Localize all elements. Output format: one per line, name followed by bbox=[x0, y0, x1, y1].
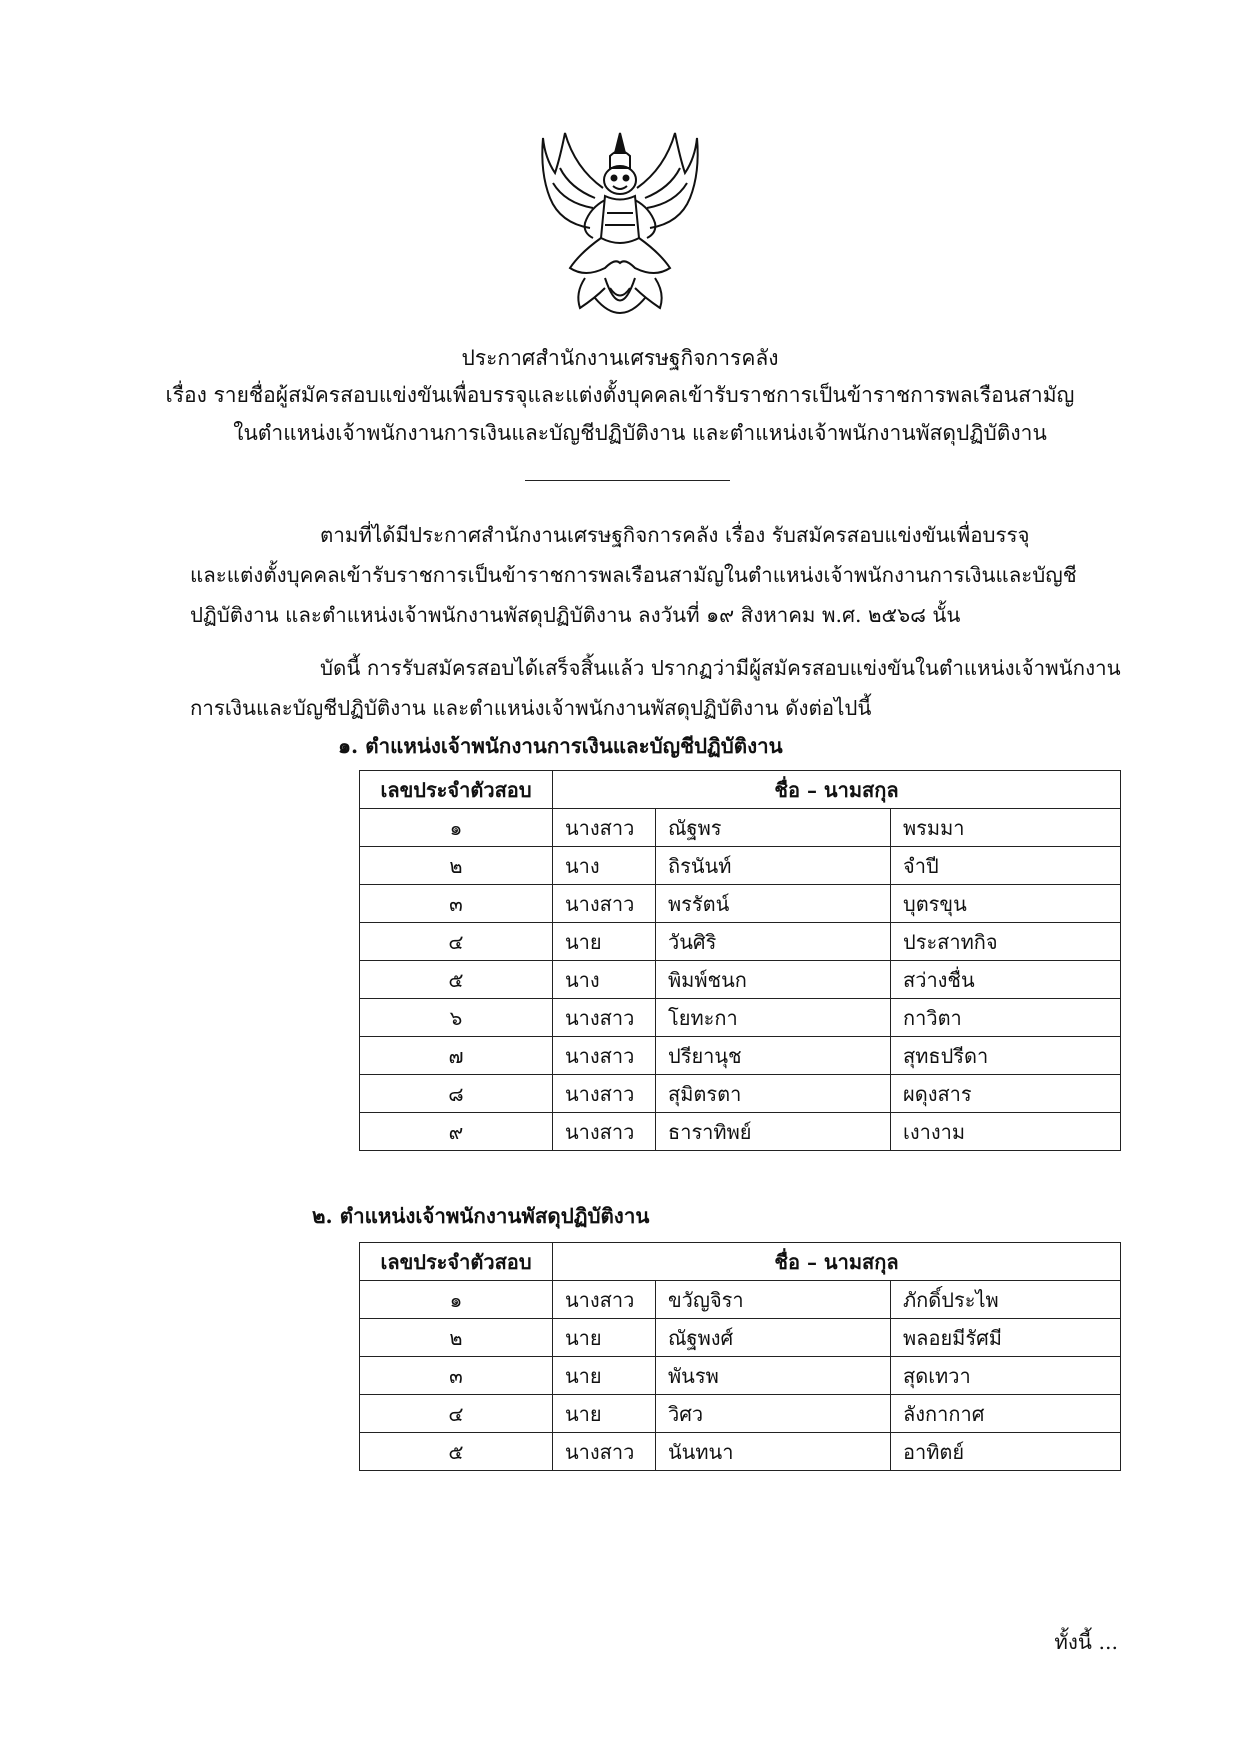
name-title-cell: นางสาว bbox=[553, 999, 656, 1037]
last-name-cell: กาวิตา bbox=[891, 999, 1121, 1037]
table-header-row bbox=[360, 771, 1121, 809]
table-row bbox=[360, 1433, 1121, 1471]
exam-id-cell: ๔ bbox=[360, 1395, 553, 1433]
paragraph-line: ปฏิบัติงาน และตำแหน่งเจ้าพนักงานพัสดุปฏิบัติงาน ลงวันที่ ๑๙ สิงหาคม พ.ศ. ๒๕๖๘ นั้น bbox=[190, 603, 961, 627]
name-title-cell: นางสาว bbox=[553, 1037, 656, 1075]
first-name-cell: พิมพ์ชนก bbox=[656, 961, 891, 999]
column-header-exam-id: เลขประจำตัวสอบ bbox=[360, 771, 553, 809]
last-name-cell: พรมมา bbox=[891, 809, 1121, 847]
name-title-cell: นางสาว bbox=[553, 809, 656, 847]
divider bbox=[525, 480, 730, 481]
exam-id-cell: ๗ bbox=[360, 1037, 553, 1075]
name-title-cell: นางสาว bbox=[553, 885, 656, 923]
exam-id-cell: ๑ bbox=[360, 809, 553, 847]
paragraph-line: ตามที่ได้มีประกาศสำนักงานเศรษฐกิจการคลัง เรื่อง รับสมัครสอบแข่งขันเพื่อบรรจุ bbox=[320, 523, 1030, 547]
first-name-cell: ปรียานุช bbox=[656, 1037, 891, 1075]
exam-id-cell: ๓ bbox=[360, 885, 553, 923]
exam-id-cell: ๓ bbox=[360, 1357, 553, 1395]
paragraph-announcement bbox=[190, 648, 1125, 728]
announcement-subject: เรื่อง รายชื่อผู้สมัครสอบแข่งขันเพื่อบรรจุและแต่งตั้งบุคคลเข้ารับราชการเป็นข้าราชการพลเรือนสามัญ bbox=[165, 383, 1075, 407]
last-name-cell: พลอยมีรัศมี bbox=[891, 1319, 1121, 1357]
table-row bbox=[360, 885, 1121, 923]
first-name-cell: พรรัตน์ bbox=[656, 885, 891, 923]
section1-heading: ๑. ตำแหน่งเจ้าพนักงานการเงินและบัญชีปฏิบัติงาน bbox=[338, 734, 783, 758]
column-header-full-name: ชื่อ – นามสกุล bbox=[553, 771, 1121, 809]
first-name-cell: สุมิตรตา bbox=[656, 1075, 891, 1113]
exam-id-cell: ๔ bbox=[360, 923, 553, 961]
exam-id-cell: ๘ bbox=[360, 1075, 553, 1113]
name-title-cell: นางสาว bbox=[553, 1433, 656, 1471]
last-name-cell: บุตรขุน bbox=[891, 885, 1121, 923]
table-row bbox=[360, 923, 1121, 961]
first-name-cell: นันทนา bbox=[656, 1433, 891, 1471]
last-name-cell: จำปี bbox=[891, 847, 1121, 885]
section2-heading: ๒. ตำแหน่งเจ้าพนักงานพัสดุปฏิบัติงาน bbox=[312, 1204, 650, 1228]
last-name-cell: ลังกากาศ bbox=[891, 1395, 1121, 1433]
table-row bbox=[360, 1075, 1121, 1113]
first-name-cell: ถิรนันท์ bbox=[656, 847, 891, 885]
paragraph-reference bbox=[190, 515, 1125, 635]
name-title-cell: นาง bbox=[553, 961, 656, 999]
continuation-note: ทั้งนี้ ... bbox=[1054, 1630, 1118, 1654]
last-name-cell: ประสาทกิจ bbox=[891, 923, 1121, 961]
first-name-cell: ณัฐพงศ์ bbox=[656, 1319, 891, 1357]
name-title-cell: นางสาว bbox=[553, 1281, 656, 1319]
first-name-cell: พันรพ bbox=[656, 1357, 891, 1395]
table-header-row bbox=[360, 1243, 1121, 1281]
section2-table bbox=[359, 1242, 1121, 1471]
first-name-cell: ขวัญจิรา bbox=[656, 1281, 891, 1319]
exam-id-cell: ๖ bbox=[360, 999, 553, 1037]
last-name-cell: สุทธปรีดา bbox=[891, 1037, 1121, 1075]
table-row bbox=[360, 961, 1121, 999]
column-header-full-name: ชื่อ – นามสกุล bbox=[553, 1243, 1121, 1281]
exam-id-cell: ๑ bbox=[360, 1281, 553, 1319]
paragraph-line: การเงินและบัญชีปฏิบัติงาน และตำแหน่งเจ้าพนักงานพัสดุปฏิบัติงาน ดังต่อไปนี้ bbox=[190, 696, 872, 720]
exam-id-cell: ๙ bbox=[360, 1113, 553, 1151]
table-row bbox=[360, 999, 1121, 1037]
table-row bbox=[360, 1113, 1121, 1151]
table-row bbox=[360, 1281, 1121, 1319]
column-header-exam-id: เลขประจำตัวสอบ bbox=[360, 1243, 553, 1281]
table-row bbox=[360, 1037, 1121, 1075]
table-row bbox=[360, 1319, 1121, 1357]
first-name-cell: ณัฐพร bbox=[656, 809, 891, 847]
paragraph-line: บัดนี้ การรับสมัครสอบได้เสร็จสิ้นแล้ว ปรากฏว่ามีผู้สมัครสอบแข่งขันในตำแหน่งเจ้าพนักงาน bbox=[320, 656, 1121, 680]
table-row bbox=[360, 1395, 1121, 1433]
exam-id-cell: ๒ bbox=[360, 1319, 553, 1357]
last-name-cell: ผดุงสาร bbox=[891, 1075, 1121, 1113]
last-name-cell: อาทิตย์ bbox=[891, 1433, 1121, 1471]
section1-table bbox=[359, 770, 1121, 1151]
table-row bbox=[360, 809, 1121, 847]
name-title-cell: นางสาว bbox=[553, 1075, 656, 1113]
name-title-cell: นาย bbox=[553, 1395, 656, 1433]
first-name-cell: วันศิริ bbox=[656, 923, 891, 961]
paragraph-line: และแต่งตั้งบุคคลเข้ารับราชการเป็นข้าราชการพลเรือนสามัญในตำแหน่งเจ้าพนักงานการเงินและบัญชี bbox=[190, 563, 1077, 587]
exam-id-cell: ๕ bbox=[360, 1433, 553, 1471]
announcement-title: ประกาศสำนักงานเศรษฐกิจการคลัง bbox=[461, 346, 779, 370]
name-title-cell: นาย bbox=[553, 1319, 656, 1357]
first-name-cell: ธาราทิพย์ bbox=[656, 1113, 891, 1151]
table-row bbox=[360, 1357, 1121, 1395]
last-name-cell: ภักดิ์ประไพ bbox=[891, 1281, 1121, 1319]
garuda-emblem bbox=[535, 128, 705, 328]
last-name-cell: สุดเทวา bbox=[891, 1357, 1121, 1395]
table-row bbox=[360, 847, 1121, 885]
name-title-cell: นาย bbox=[553, 923, 656, 961]
last-name-cell: สว่างชื่น bbox=[891, 961, 1121, 999]
name-title-cell: นาง bbox=[553, 847, 656, 885]
exam-id-cell: ๕ bbox=[360, 961, 553, 999]
name-title-cell: นาย bbox=[553, 1357, 656, 1395]
first-name-cell: วิศว bbox=[656, 1395, 891, 1433]
name-title-cell: นางสาว bbox=[553, 1113, 656, 1151]
announcement-subject-continued: ในตำแหน่งเจ้าพนักงานการเงินและบัญชีปฏิบัติงาน และตำแหน่งเจ้าพนักงานพัสดุปฏิบัติงาน bbox=[233, 421, 1047, 445]
first-name-cell: โยทะกา bbox=[656, 999, 891, 1037]
exam-id-cell: ๒ bbox=[360, 847, 553, 885]
last-name-cell: เงางาม bbox=[891, 1113, 1121, 1151]
